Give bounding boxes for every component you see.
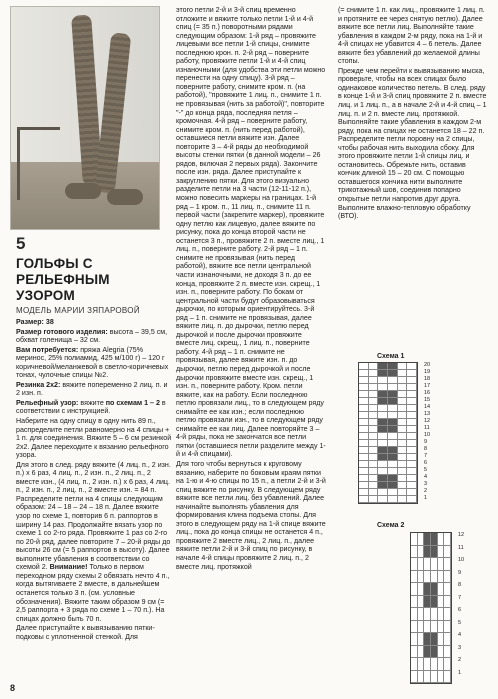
scheme-cell	[407, 412, 417, 419]
scheme-cell	[431, 608, 438, 621]
scheme-cell	[359, 447, 369, 454]
scheme-cell	[398, 412, 408, 419]
scheme-cell	[407, 426, 417, 433]
scheme-cell	[411, 596, 418, 609]
scheme-cell	[388, 412, 398, 419]
photo-chair	[17, 127, 60, 200]
scheme-cell	[438, 671, 445, 684]
scheme-cell	[431, 533, 438, 546]
scheme-row-number: 15	[424, 397, 431, 403]
scheme-cell	[378, 405, 388, 412]
scheme-cell	[411, 571, 418, 584]
column-3-paragraph: Прежде чем перейти к вывязыванию мыска, проверьте, чтобы на всех спицах было одинаковое количество петель. В след. ряду в конце 1-й и 3-й спиц провяжите 2 п. вместе лиц. и 1 лиц. п., а в начале 2-й и 4-й спиц – 1 лиц. п. и 2 п. вместе лиц. протяжкой. Выполняйте такие убавления в каждом 2-м ряду, пока на спицах не останется 18 – 22 п. Распределите петли поровну на 2 спицы, чтобы рабочая нить выходила сбоку. Для этого провяжите петли 1-й спицы лиц. и остановитесь. Обрежьте нить, оставив кончик длиной 15 – 20 см. С помощью оставшегося кончика нити выполните трикотажный шов, соединив попарно открытые петли напротив друг друга. Выполните влажно-тепловую обработку (ВТО).	[338, 66, 487, 221]
model-author: МОДЕЛЬ МАРИИ ЗЯПАРОВОЙ	[16, 306, 140, 315]
scheme-cell	[369, 398, 379, 405]
scheme-cell	[444, 658, 451, 671]
scheme-cell	[407, 405, 417, 412]
scheme-cell	[424, 633, 431, 646]
scheme-cell	[424, 546, 431, 559]
column-1-paragraph: Размер: 38	[16, 318, 54, 326]
scheme-cell	[431, 583, 438, 596]
scheme-cell	[359, 482, 369, 489]
scheme-cell	[359, 475, 369, 482]
scheme-cell	[431, 621, 438, 634]
scheme-row-number: 9	[424, 439, 428, 445]
column-3-paragraph: (= снимите 1 п. как лиц., провяжите 1 лиц. п. и протяните ее через снятую петлю). Далее вяжите все петли лиц. Выполняйте такие убавления в каждом 2-м ряду, пока на 1-й и 4-й спицах не убавится 4 – 6 петель. Далее вяжите без убавлений до желаемой длины стопы.	[338, 6, 485, 66]
scheme-cell	[359, 370, 369, 377]
scheme-cell	[418, 633, 425, 646]
scheme-cell	[424, 608, 431, 621]
scheme-cell	[369, 419, 379, 426]
scheme-cell	[444, 571, 451, 584]
scheme-cell	[407, 447, 417, 454]
scheme-row-number: 3	[458, 644, 462, 651]
scheme-cell	[424, 533, 431, 546]
scheme-cell	[359, 419, 369, 426]
scheme-cell	[444, 546, 451, 559]
scheme-cell	[431, 571, 438, 584]
scheme-cell	[418, 583, 425, 596]
scheme-cell	[388, 440, 398, 447]
scheme-cell	[378, 370, 388, 377]
scheme-cell	[378, 461, 388, 468]
scheme-cell	[388, 475, 398, 482]
column-2-paragraph: Для того чтобы вернуться к круговому вязанию, наберите по боковым краям пятки на 1-ю и 4-ю спицы по 15 п., а петли 2-й и 3-й спиц вяжите по рисунку. В следующем ряду вяжите все петли лиц. без убавлений. Далее начинайте выполнять убавления для формирования клина подъема стопы. Для этого в следующем ряду на 1-й спице вяжите лиц., пока до конца спицы не останется 4 п., провяжите 2 вместе лиц., 2 лиц. п., далее вяжите петли 2-й и 3-й спиц по рисунку, в начале 4-й спицы провяжите 2 лиц. п., 2 вместе лиц. протяжкой	[176, 459, 326, 571]
scheme-row-number: 2	[458, 657, 462, 663]
scheme-cell	[378, 475, 388, 482]
scheme-cell	[359, 433, 369, 440]
scheme-cell	[411, 533, 418, 546]
scheme-row-number: 5	[424, 467, 428, 473]
scheme-cell	[407, 398, 417, 405]
scheme-cell	[418, 558, 425, 571]
scheme-cell	[369, 475, 379, 482]
scheme-cell	[388, 461, 398, 468]
scheme-cell	[444, 583, 451, 596]
scheme-cell	[418, 658, 425, 671]
scheme-row-number: 12	[458, 532, 465, 538]
scheme-cell	[407, 433, 417, 440]
scheme-cell	[359, 363, 369, 370]
scheme-cell	[378, 419, 388, 426]
scheme-cell	[431, 546, 438, 559]
scheme-cell	[378, 440, 388, 447]
scheme-cell	[424, 646, 431, 659]
scheme-cell	[398, 433, 408, 440]
scheme-cell	[418, 646, 425, 659]
scheme-cell	[388, 391, 398, 398]
scheme-cell	[369, 433, 379, 440]
column-1-paragraph: Для этого в след. ряду вяжите (4 лиц. п., 2 изн. п.) х 6 раз, 4 лиц. п., 2 изн. п., 2 лиц. п., 2 вместе изн., (4 лиц. п., 2 изн. п.) х 6 раз, 4 лиц. п., 2 изн. п., 2 лиц. п., 2 вместе изн. = 84 п. Распределите петли на 4 спицы следующим образом: 24 – 18 – 24 – 18 п. Далее вяжите узор по схеме 1, повторив 6 п. раппортов в ширину 14 раз. Продолжайте вязать узор по схеме 1 со 2-го ряда. Провяжите 1 раз со 2-го по 20-й ряд, далее повторите 7 – 20-й ряды до высоты 26 см (= 5 раппортов в высоту). Далее выполните убавления в соответствии со схемой 2. Внимание! Только в первом переходном ряду схемы 2 обвязать нечто 4 п., когда вытягиваете 2 вместе, в дальнейшем останется только 3 п. (см. условные обозначения). Вяжите таким образом 9 см (= 2,5 раппорта + 3 ряда по схеме 1 – 70 п.). На спицах должно быть 70 п.	[16, 460, 171, 623]
column-1-paragraph: Резинка 2х2: вяжите попеременно 2 лиц. п. и 2 изн. п.	[16, 380, 168, 398]
page-title: ГОЛЬФЫ С РЕЛЬЕФНЫМ УЗОРОМ	[16, 256, 110, 303]
scheme-cell	[444, 646, 451, 659]
column-3	[338, 6, 488, 222]
scheme-cell	[398, 370, 408, 377]
column-1	[16, 234, 172, 642]
scheme-cell	[388, 447, 398, 454]
scheme-row-number: 1	[424, 495, 428, 501]
scheme-cell	[444, 596, 451, 609]
scheme-cell	[431, 596, 438, 609]
scheme-cell	[438, 633, 445, 646]
photo-foot-left	[65, 183, 101, 199]
scheme-cell	[398, 391, 408, 398]
scheme-row-number: 4	[458, 632, 462, 638]
scheme-cell	[388, 489, 398, 496]
scheme-cell	[398, 363, 408, 370]
scheme-cell	[424, 621, 431, 634]
scheme-cell	[359, 405, 369, 412]
scheme-cell	[378, 454, 388, 461]
scheme-cell	[398, 468, 408, 475]
scheme-row-number: 7	[458, 594, 462, 601]
scheme-cell	[359, 454, 369, 461]
scheme-cell	[438, 621, 445, 634]
scheme-cell	[398, 426, 408, 433]
scheme-cell	[369, 405, 379, 412]
scheme-cell	[411, 558, 418, 571]
section-number: 5	[16, 234, 26, 253]
scheme-cell	[378, 398, 388, 405]
scheme-row-number: 13	[424, 411, 431, 417]
scheme-cell	[369, 412, 379, 419]
scheme-cell	[398, 447, 408, 454]
photo-foot-right	[107, 189, 143, 205]
scheme-cell	[388, 419, 398, 426]
scheme-cell	[359, 440, 369, 447]
scheme-row-number: 9	[458, 569, 462, 576]
scheme-cell	[388, 398, 398, 405]
scheme-row-number: 3	[424, 481, 428, 487]
column-1-paragraph: Вам потребуется: пряжа Alegria (75% меринос, 25% полиамид, 425 м/100 г) – 120 г коричневой/меланжевой в светло-коричневых тонах, чулочные спицы №2.	[16, 345, 169, 380]
scheme-cell	[369, 482, 379, 489]
scheme-cell	[418, 621, 425, 634]
scheme-cell	[378, 363, 388, 370]
page-number: 8	[10, 683, 16, 693]
scheme-cell	[411, 671, 418, 684]
scheme-cell	[438, 558, 445, 571]
scheme-cell	[388, 405, 398, 412]
scheme-cell	[369, 496, 379, 503]
scheme-row-number: 17	[424, 383, 431, 389]
column-1-paragraph: Далее приступайте к вывязыванию пятки-подковы с уплотненной стенкой. Для	[16, 624, 155, 641]
scheme-cell	[424, 658, 431, 671]
scheme-cell	[369, 391, 379, 398]
scheme-cell	[369, 384, 379, 391]
scheme-row-number: 6	[424, 460, 428, 466]
scheme-cell	[359, 426, 369, 433]
scheme-row-number: 10	[424, 432, 431, 438]
scheme-row-number: 18	[424, 376, 431, 382]
scheme-cell	[398, 377, 408, 384]
scheme-cell	[378, 426, 388, 433]
scheme-cell	[407, 370, 417, 377]
scheme-cell	[407, 391, 417, 398]
scheme-cell	[398, 496, 408, 503]
scheme-cell	[388, 370, 398, 377]
scheme-row-number: 12	[424, 418, 431, 424]
scheme-row-number: 11	[458, 544, 464, 551]
scheme-cell	[418, 546, 425, 559]
column-2	[176, 6, 326, 572]
scheme-cell	[424, 671, 431, 684]
scheme-cell	[369, 468, 379, 475]
scheme-cell	[398, 398, 408, 405]
scheme-row-number: 14	[424, 404, 431, 410]
scheme-row-number: 7	[424, 453, 428, 459]
scheme-cell	[378, 482, 388, 489]
scheme-cell	[438, 596, 445, 609]
scheme-cell	[424, 571, 431, 584]
scheme-cell	[378, 384, 388, 391]
scheme-cell	[369, 447, 379, 454]
product-photo	[10, 6, 160, 230]
scheme-cell	[398, 454, 408, 461]
column-2-text	[176, 6, 326, 571]
scheme-cell	[398, 475, 408, 482]
scheme-cell	[359, 377, 369, 384]
scheme-cell	[407, 496, 417, 503]
scheme-cell	[444, 633, 451, 646]
scheme-cell	[444, 671, 451, 684]
scheme-cell	[378, 496, 388, 503]
scheme-1-title: Схема 1	[377, 353, 405, 360]
scheme-cell	[407, 454, 417, 461]
scheme-cell	[438, 608, 445, 621]
scheme-cell	[418, 608, 425, 621]
scheme-cell	[444, 608, 451, 621]
scheme-cell	[444, 533, 451, 546]
scheme-cell	[431, 658, 438, 671]
scheme-2-grid	[410, 532, 452, 684]
column-1-paragraph: Наберите на одну спицу в одну нить 89 п., распределите петли равномерно на 4 спицы + 1 п. для соединения. Вяжите 5 – 6 см резинкой 2х2. Далее переходите к вязанию рельефного узора.	[16, 417, 172, 460]
scheme-cell	[411, 633, 418, 646]
scheme-cell	[438, 546, 445, 559]
scheme-cell	[378, 489, 388, 496]
scheme-cell	[398, 405, 408, 412]
scheme-cell	[424, 583, 431, 596]
scheme-cell	[369, 461, 379, 468]
scheme-cell	[369, 454, 379, 461]
scheme-cell	[388, 454, 398, 461]
scheme-2-title: Схема 2	[377, 522, 405, 529]
scheme-cell	[398, 489, 408, 496]
scheme-cell	[388, 468, 398, 475]
scheme-cell	[407, 461, 417, 468]
scheme-cell	[378, 433, 388, 440]
scheme-cell	[378, 412, 388, 419]
scheme-cell	[444, 558, 451, 571]
scheme-row-number: 8	[458, 582, 462, 588]
scheme-cell	[411, 583, 418, 596]
scheme-row-number: 4	[424, 474, 428, 480]
scheme-cell	[444, 621, 451, 634]
scheme-cell	[359, 496, 369, 503]
column-1-paragraph: Размер готового изделия: высота – 39,5 см, обхват голенища – 32 см.	[16, 327, 168, 345]
scheme-cell	[411, 546, 418, 559]
scheme-cell	[418, 533, 425, 546]
scheme-cell	[438, 571, 445, 584]
scheme-cell	[438, 583, 445, 596]
scheme-cell	[431, 633, 438, 646]
scheme-row-number: 10	[458, 557, 465, 563]
scheme-cell	[359, 412, 369, 419]
scheme-row-number: 1	[458, 669, 462, 676]
scheme-cell	[431, 671, 438, 684]
scheme-cell	[411, 646, 418, 659]
scheme-cell	[378, 377, 388, 384]
scheme-cell	[424, 596, 431, 609]
scheme-cell	[407, 384, 417, 391]
scheme-cell	[398, 440, 408, 447]
scheme-cell	[438, 533, 445, 546]
scheme-cell	[407, 419, 417, 426]
scheme-cell	[388, 377, 398, 384]
scheme-cell	[359, 391, 369, 398]
scheme-cell	[438, 658, 445, 671]
scheme-cell	[407, 482, 417, 489]
scheme-cell	[418, 671, 425, 684]
scheme-cell	[359, 489, 369, 496]
scheme-cell	[411, 621, 418, 634]
scheme-cell	[359, 384, 369, 391]
scheme-cell	[411, 658, 418, 671]
scheme-cell	[418, 596, 425, 609]
scheme-cell	[398, 419, 408, 426]
scheme-row-number: 2	[424, 488, 428, 494]
scheme-1-grid	[358, 362, 418, 504]
scheme-cell	[378, 391, 388, 398]
scheme-cell	[398, 482, 408, 489]
scheme-row-number: 11	[424, 425, 430, 431]
scheme-row-number: 8	[424, 446, 428, 452]
scheme-cell	[388, 384, 398, 391]
scheme-cell	[438, 646, 445, 659]
scheme-row-number: 16	[424, 390, 431, 396]
scheme-cell	[369, 426, 379, 433]
scheme-cell	[407, 440, 417, 447]
scheme-cell	[369, 370, 379, 377]
scheme-cell	[407, 363, 417, 370]
scheme-cell	[388, 426, 398, 433]
scheme-cell	[407, 468, 417, 475]
scheme-row-number: 6	[458, 607, 462, 613]
scheme-cell	[407, 377, 417, 384]
scheme-cell	[398, 461, 408, 468]
column-1-text	[16, 318, 172, 641]
scheme-cell	[398, 384, 408, 391]
scheme-cell	[388, 363, 398, 370]
scheme-cell	[388, 433, 398, 440]
scheme-cell	[369, 377, 379, 384]
scheme-cell	[369, 489, 379, 496]
column-3-text	[338, 6, 488, 221]
scheme-cell	[359, 468, 369, 475]
scheme-cell	[359, 398, 369, 405]
scheme-cell	[407, 489, 417, 496]
scheme-row-number: 5	[458, 619, 462, 626]
scheme-row-number: 19	[424, 369, 431, 375]
scheme-cell	[431, 558, 438, 571]
scheme-cell	[431, 646, 438, 659]
scheme-cell	[359, 461, 369, 468]
scheme-cell	[388, 496, 398, 503]
scheme-cell	[369, 440, 379, 447]
scheme-cell	[418, 571, 425, 584]
scheme-cell	[388, 482, 398, 489]
column-2-paragraph: этого петли 2-й и 3-й спиц временно отложите и вяжите только петли 1-й и 4-й спиц (= 35 п.) поворотными рядами следующим образом: 1-й ряд – провяжите лицевыми все петли 1-й спицы, снимите последнюю крон. п. 2-й ряд – поверните работу, провяжите петли 1-й и 4-й спиц изнаночными (для удобства эти петли можно перенести на одну спицу). 3-й ряд – поверните работу, снимите кром. п. (на работой), "провяжите 1 лиц. п., снимите 1 п. не провязывая (нить за работой)", повторите "-" до конца ряда, последняя петля – кромочная. 4-й ряд – поверните работу, снимите кром. п. (нить перед работой), оставшиеся петли вяжите изн. Далее повторите 3 – 4-й ряды до необходимой высоты стенки пятки (в данной модели – 26 рядов, включая 2 первых ряда). Закончите после изн. ряда. Далее приступайте к закруглению пятки. Для этого визуально разделите петли на 3 части (12-11-12 п.), можно повесить маркеры на границах. 1-й ряд – 1 кром. п., 11 лиц. п., снимите 11 п. первой части (закрепите маркер), провяжите одну петлю как лицевую, далее вяжите по рисунку, пока до конца второй части не останется 3 п., провяжите 2 п. вместе лиц., 1 лиц. п., поверните работу. 2-й ряд – 1 п. снимите не провязывая (нить перед работой), вяжите все петли центральной части изнаночными, не доходя 3 п. до ее конца, провяжите 2 п. вместе изн. скрещ., 1 изн. п., поверните работу. По бокам от центральной части будут образовываться дырочки, по которым ориентируйтесь. 3-й ряд – 1 п. снимите не провязывая, далее вяжите лиц. п. до дырочки, петлю перед дырочкой и после дырочки провяжите вместе лиц. скрещ., 1 лиц. п., поверните работу. 4-й ряд – 1 п. снимите не провязывая, далее вяжите изн. п. до дырочки, петлю перед дырочкой и после дырочки провяжите вместе изн. скрещ., 1 изн. п., поверните работу. Кром. петли вяжите, как на работу. Если последнюю петлю провязали лиц., то в следующем ряду снимайте ее как изн.; если последнюю петлю провязали изн., то в следующем ряду снимайте ее как лиц. Далее повторяйте 3 – 4-й ряды, пока не закончатся все петли пятки (оставшиеся петли разделите между 1-й и 4-й спицами).	[176, 6, 326, 459]
scheme-cell	[424, 558, 431, 571]
scheme-cell	[378, 468, 388, 475]
scheme-row-number: 20	[424, 362, 431, 368]
scheme-cell	[407, 475, 417, 482]
scheme-cell	[378, 447, 388, 454]
column-1-paragraph: Рельефный узор: вяжите по схемам 1 – 2 в соответствии с инструкцией.	[16, 398, 166, 416]
scheme-cell	[411, 608, 418, 621]
scheme-cell	[369, 363, 379, 370]
